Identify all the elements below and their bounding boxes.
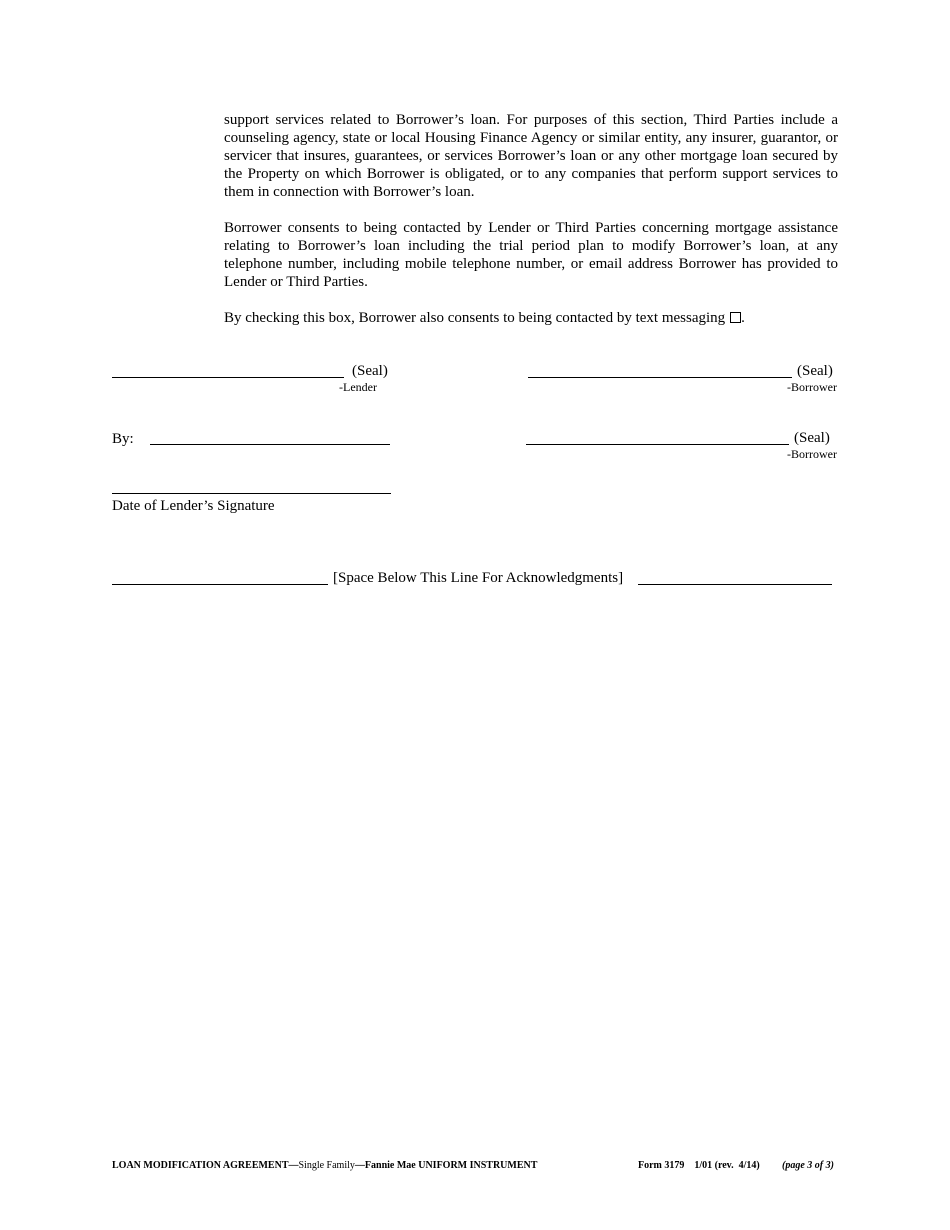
lender-role-label: -Lender	[339, 380, 377, 394]
lender-seal-label: (Seal)	[352, 363, 388, 379]
paragraph-text-messaging-consent	[224, 309, 838, 327]
borrower-1-role-label: -Borrower	[787, 380, 837, 394]
lender-by-signature-line[interactable]	[150, 444, 390, 445]
footer-page-info: (page 3 of 3)	[782, 1160, 834, 1171]
text-messaging-consent-checkbox[interactable]	[730, 312, 741, 323]
borrower-2-seal-label: (Seal)	[794, 430, 830, 446]
by-label: By:	[112, 431, 134, 447]
borrower-2-role-label: -Borrower	[787, 447, 837, 461]
borrower-1-signature-line[interactable]	[528, 377, 792, 378]
lender-signature-date-line[interactable]	[112, 493, 391, 494]
footer-title-normal: Single Family	[298, 1160, 355, 1171]
acknowledgment-label: [Space Below This Line For Acknowledgments]	[333, 570, 624, 586]
acknowledgment-divider-right	[638, 584, 832, 585]
footer-title-bold: LOAN MODIFICATION AGREEMENT—	[112, 1160, 299, 1171]
lender-signature-date-label: Date of Lender’s Signature	[112, 498, 275, 514]
text-messaging-consent-period: .	[741, 310, 745, 326]
paragraph-third-parties: support services related to Borrower’s loan. For purposes of this section, Third Parties include a counseling agency, state or local Housing Finance Agency or similar entity, any insurer, guarantor, or servicer that insures, guarantees, or services Borrower’s loan or any other mortgage loan secured by the Property on which Borrower is obligated, or to any companies that perform support services to them in connection with Borrower’s loan.	[224, 112, 838, 200]
acknowledgment-divider-left	[112, 584, 328, 585]
footer-title-bold-2: —Fannie Mae UNIFORM INSTRUMENT	[354, 1160, 538, 1171]
borrower-1-seal-label: (Seal)	[797, 363, 833, 379]
lender-signature-line[interactable]	[112, 377, 344, 378]
borrower-2-signature-line[interactable]	[526, 444, 789, 445]
paragraph-borrower-consent: Borrower consents to being contacted by Lender or Third Parties concerning mortgage assistance relating to Borrower’s loan including the trial period plan to modify Borrower’s loan, at any telephone number, including mobile telephone number, or email address Borrower has provided to Lender or Third Parties.	[224, 220, 838, 290]
text-messaging-consent-label: By checking this box, Borrower also consents to being contacted by text messaging	[224, 310, 726, 326]
footer-form-title	[112, 1160, 537, 1172]
footer-form-info: Form 3179 1/01 (rev. 4/14)	[638, 1160, 760, 1171]
